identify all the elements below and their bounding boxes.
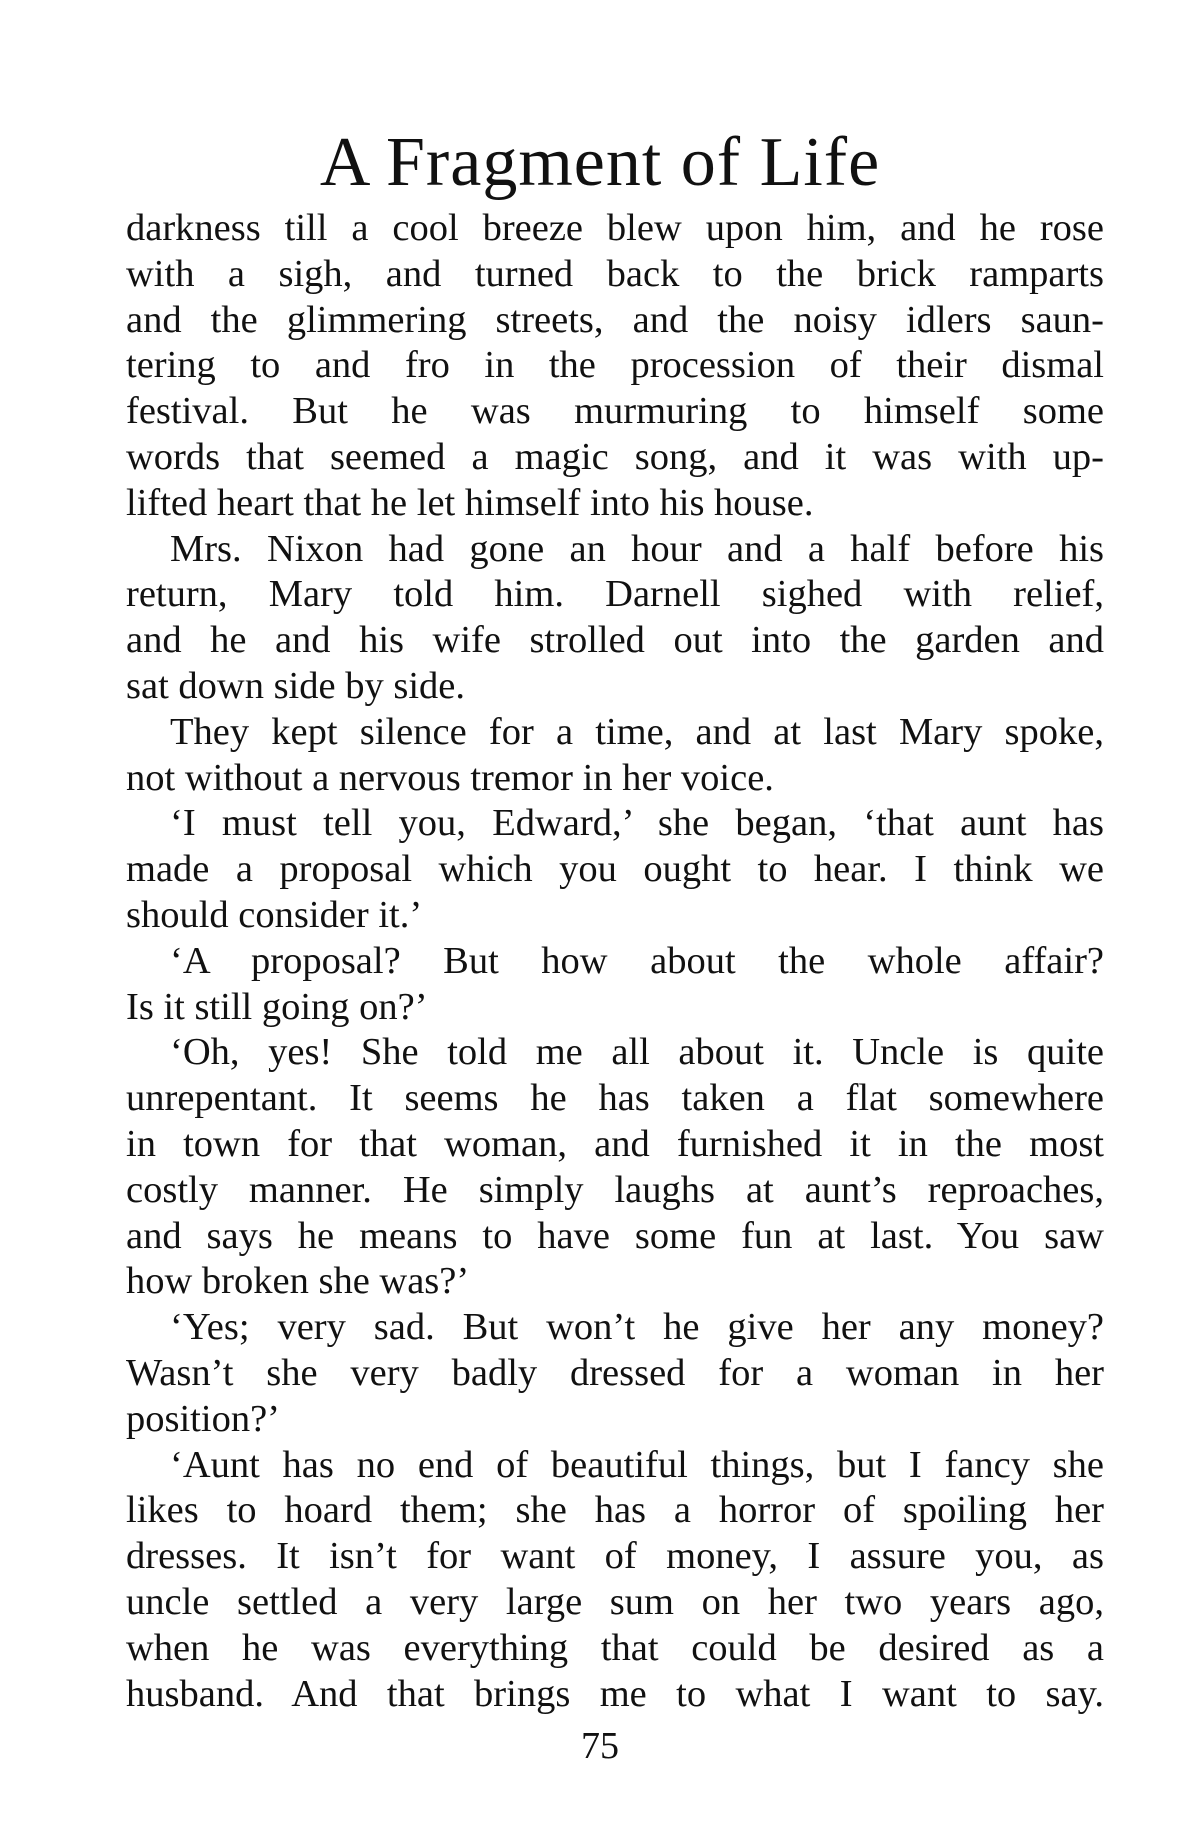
text-line: uncle settled a very large sum on her two years ago,	[126, 1580, 1104, 1623]
text-line: and the glimmering streets, and the noisy idlers saun-	[126, 298, 1104, 341]
text-line: words that seemed a magic song, and it was with up-	[126, 435, 1104, 478]
text-line: ‘I must tell you, Edward,’ she began, ‘that aunt has	[170, 802, 1104, 845]
text-line: Wasn’t she very badly dressed for a woman in her	[126, 1351, 1104, 1394]
text-line: Is it still going on?’	[126, 985, 428, 1028]
text-line: should consider it.’	[126, 893, 423, 936]
page-number: 75	[581, 1725, 619, 1767]
text-line: dresses. It isn’t for want of money, I assure you, as	[126, 1535, 1104, 1578]
text-line: return, Mary told him. Darnell sighed with relief,	[126, 573, 1104, 616]
text-line: ‘Yes; very sad. But won’t he give her any money?	[170, 1306, 1104, 1349]
text-line: husband. And that brings me to what I want to say.	[126, 1672, 1104, 1715]
text-line: They kept silence for a time, and at last Mary spoke,	[170, 710, 1104, 753]
text-line: when he was everything that could be desired as a	[126, 1626, 1104, 1669]
text-line: in town for that woman, and furnished it in the most	[126, 1122, 1104, 1165]
text-line: festival. But he was murmuring to himself some	[126, 390, 1104, 433]
text-line: lifted heart that he let himself into his house.	[126, 481, 814, 524]
text-line: position?’	[126, 1397, 280, 1440]
text-line: ‘Aunt has no end of beautiful things, but I fancy she	[170, 1443, 1104, 1486]
text-line: how broken she was?’	[126, 1260, 470, 1303]
text-line: not without a nervous tremor in her voice.	[126, 756, 774, 799]
text-line: Mrs. Nixon had gone an hour and a half before his	[170, 527, 1104, 570]
text-line: and says he means to have some fun at last. You saw	[126, 1214, 1104, 1257]
text-line: with a sigh, and turned back to the brick ramparts	[126, 252, 1104, 295]
text-line: darkness till a cool breeze blew upon him, and he rose	[126, 207, 1104, 249]
text-line: unrepentant. It seems he has taken a flat somewhere	[126, 1077, 1104, 1120]
text-line: made a proposal which you ought to hear. I think we	[126, 848, 1104, 891]
running-title: A Fragment of Life	[319, 124, 881, 201]
text-line: likes to hoard them; she has a horror of spoiling her	[126, 1489, 1104, 1532]
text-line: tering to and fro in the procession of their dismal	[126, 344, 1104, 387]
body-text	[126, 206, 1104, 1717]
text-line: sat down side by side.	[126, 664, 465, 707]
text-line: ‘Oh, yes! She told me all about it. Uncle is quite	[170, 1031, 1104, 1074]
text-line: costly manner. He simply laughs at aunt’s reproaches,	[126, 1168, 1104, 1211]
text-line: ‘A proposal? But how about the whole affair?	[170, 939, 1104, 982]
text-line: and he and his wife strolled out into the garden and	[126, 619, 1104, 662]
